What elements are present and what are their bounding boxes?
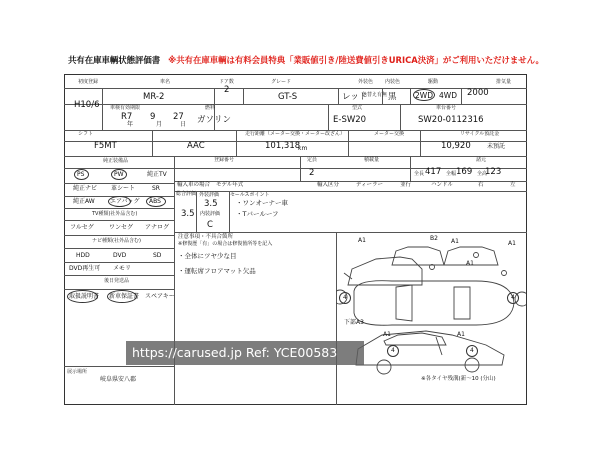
shift-value: F5MT — [94, 141, 117, 151]
type-value: E-SW20 — [333, 115, 367, 125]
inspection-month-unit: 月 — [156, 121, 163, 128]
color-label: 外装色 — [358, 79, 374, 85]
grade-value: GT-S — [278, 92, 298, 102]
navi-hdd: HDD — [76, 252, 90, 259]
height-value: 123 — [485, 167, 502, 177]
mileage-value: 101,318 — [265, 141, 301, 151]
equip-navi: 純正ナビ — [73, 185, 98, 192]
frame-value: SW20-0112316 — [418, 115, 484, 125]
width-value: 169 — [456, 167, 473, 177]
tv-analog: アナログ — [145, 224, 170, 231]
equip-pw: PW — [114, 171, 124, 178]
first-reg-value: H10/6 — [74, 100, 100, 110]
other-warranty: 新車保証書 — [109, 293, 140, 300]
color-value: レッド — [342, 92, 368, 102]
note-1: ・全体にツヤ少な目 — [178, 252, 237, 260]
damage-label-4: A1 — [508, 240, 516, 247]
navi-memory: メモリ — [113, 265, 132, 272]
type-label: 型式 — [352, 105, 363, 111]
damage-label-8: A1 — [457, 331, 465, 338]
left-side-view — [356, 331, 504, 365]
cc-value: 2000 — [467, 88, 489, 98]
model-year-label: モデル年式 — [216, 182, 244, 188]
damage-label-7: A1 — [383, 331, 391, 338]
fuel-value: ガソリン — [197, 115, 232, 125]
interior-eval-label: 内装評価 — [200, 211, 221, 217]
sales-points-label: セールスポイント — [230, 192, 270, 198]
car-name-label: 車名 — [160, 79, 171, 85]
tyre-depth-rear-left: 4 — [343, 294, 347, 301]
import-label: 輸入車の場合 — [177, 182, 211, 188]
note-2: ・運転席フロアマット欠品 — [178, 267, 256, 275]
first-reg-label: 初度登録 — [78, 79, 99, 85]
tyre-depth-rear-right: 4 — [391, 347, 395, 354]
tread-note: ※各タイヤ残溝(新〜10 (分山) — [421, 376, 496, 382]
handle-left: 左 — [510, 182, 516, 188]
tv-oneseg: ワンセグ — [109, 224, 134, 231]
height-label: 全高 — [477, 171, 488, 177]
doors-label: ドア数 — [219, 79, 234, 85]
equipment-title: 純正装備品 — [103, 158, 129, 164]
damage-label-1: A1 — [358, 237, 366, 244]
inspection-year-unit: 年 — [127, 121, 134, 128]
drive-label: 駆動 — [428, 79, 439, 85]
inspection-month: 9 — [150, 112, 156, 122]
drive-2wd: 2WD — [415, 91, 433, 100]
overall-score: 3.5 — [181, 209, 195, 219]
length-label: 全長 — [414, 171, 425, 177]
length-value: 417 — [425, 167, 442, 177]
equip-leather: 革シート — [111, 185, 136, 192]
import-division-label: 輸入区分 — [317, 182, 340, 188]
dims-label: 諸元 — [476, 157, 487, 163]
handle-right: 右 — [478, 182, 484, 188]
inspection-day-unit: 日 — [180, 121, 187, 128]
damage-label-5: A1 — [466, 260, 474, 267]
parallel-label: 並行 — [400, 182, 412, 188]
shift-label: シフト — [78, 131, 94, 137]
exterior-score: 3.5 — [204, 199, 218, 209]
exterior-label: 外装評価 — [199, 192, 220, 198]
color-change-label: 色替え有無 — [362, 92, 388, 98]
watermark-banner: https://carused.jp Ref: YCE00583 — [126, 341, 364, 365]
equip-aw: 純正AW — [73, 198, 95, 205]
equip-tv: 純正TV — [147, 171, 167, 178]
tyre-depth-front-left: 4 — [470, 347, 474, 354]
interior-color-label: 内装色 — [385, 79, 401, 85]
front-view — [392, 247, 444, 265]
other-manual: 取扱説明書 — [69, 293, 100, 300]
width-label: 全幅 — [446, 171, 457, 177]
drive-4wd: 4WD — [439, 91, 457, 100]
recycle-label: リサイクル預託金 — [460, 131, 500, 137]
score-label: 総合評価 — [176, 191, 197, 197]
document-header — [68, 54, 544, 66]
doors-value: 2 — [224, 85, 230, 95]
dealer-label: ディーラー — [356, 182, 384, 188]
navi-sd: SD — [153, 252, 162, 259]
cc-label: 排気量 — [496, 79, 512, 85]
tyre-depth-front-right: 4 — [511, 294, 515, 301]
mileage-label: 走行距離（メーター交換・メーター改ざん） — [245, 131, 346, 137]
inspection-label: 車検有効期限 — [110, 105, 141, 111]
equip-airbag: エアバッグ — [110, 198, 140, 205]
notes-label: 注意事項・不具合箇所 — [178, 234, 234, 240]
other-spare-key: スペアキー — [145, 293, 175, 300]
recycle-value: 10,920 — [441, 141, 471, 151]
mileage-unit: km — [298, 145, 308, 152]
later-shipping-title: 後日発送品 — [104, 278, 130, 284]
meter-exchange-label: メーター交換 — [374, 131, 405, 137]
navi-type-title: ナビ種類(社外品含む) — [92, 238, 141, 244]
capacity-value: 2 — [309, 168, 315, 178]
frame-label: 車台番号 — [436, 105, 457, 111]
recycle-status: 未預託 — [487, 143, 506, 150]
reg-no-label: 登録番号 — [214, 157, 235, 163]
tv-fullseg: フルセグ — [70, 224, 94, 231]
aircon-value: AAC — [187, 141, 205, 151]
fuel-label: 燃料 — [205, 105, 216, 111]
handle-label: ハンドル — [431, 182, 454, 188]
damage-label-2: B2 — [430, 235, 438, 242]
interior-score: C — [207, 220, 213, 230]
tv-type-title: TV種類(社外品含む) — [92, 211, 138, 217]
interior-color-value: 黒 — [388, 92, 397, 102]
inspection-year: R7 — [121, 112, 133, 122]
damage-label-3: A1 — [451, 238, 459, 245]
document-title: 共有在庫車輌状態評価書 — [68, 55, 161, 65]
load-label: 積載量 — [364, 157, 380, 163]
inspection-day: 27 — [173, 112, 184, 122]
notes-sub: ※修復歴「有」の場合は修復箇所等を記入 — [178, 241, 273, 247]
display-location-label: 展示場所 — [67, 369, 88, 375]
navi-dvd-playback: DVD再生可 — [69, 265, 101, 272]
vehicle-damage-diagram — [336, 237, 526, 397]
equip-ps: PS — [77, 171, 85, 178]
damage-label-6: 下部A3 — [344, 319, 364, 326]
member-notice: ※共有在庫車輌は有料会員特典「業販値引き/陸送費値引きURICA決済」がご利用いただけません。 — [168, 55, 544, 65]
grade-label: グレード — [271, 79, 292, 85]
equip-abs: ABS — [149, 198, 161, 205]
display-location-value: 岐阜県安八郡 — [100, 376, 137, 383]
sales-point-1: ・ワンオーナー車 — [236, 199, 288, 207]
top-view — [354, 281, 514, 326]
capacity-label: 定員 — [307, 157, 318, 163]
car-name-value: MR-2 — [143, 92, 165, 102]
equip-sr: SR — [152, 185, 160, 192]
sales-point-2: ・Tバールーフ — [236, 210, 279, 218]
navi-dvd: DVD — [113, 252, 127, 259]
